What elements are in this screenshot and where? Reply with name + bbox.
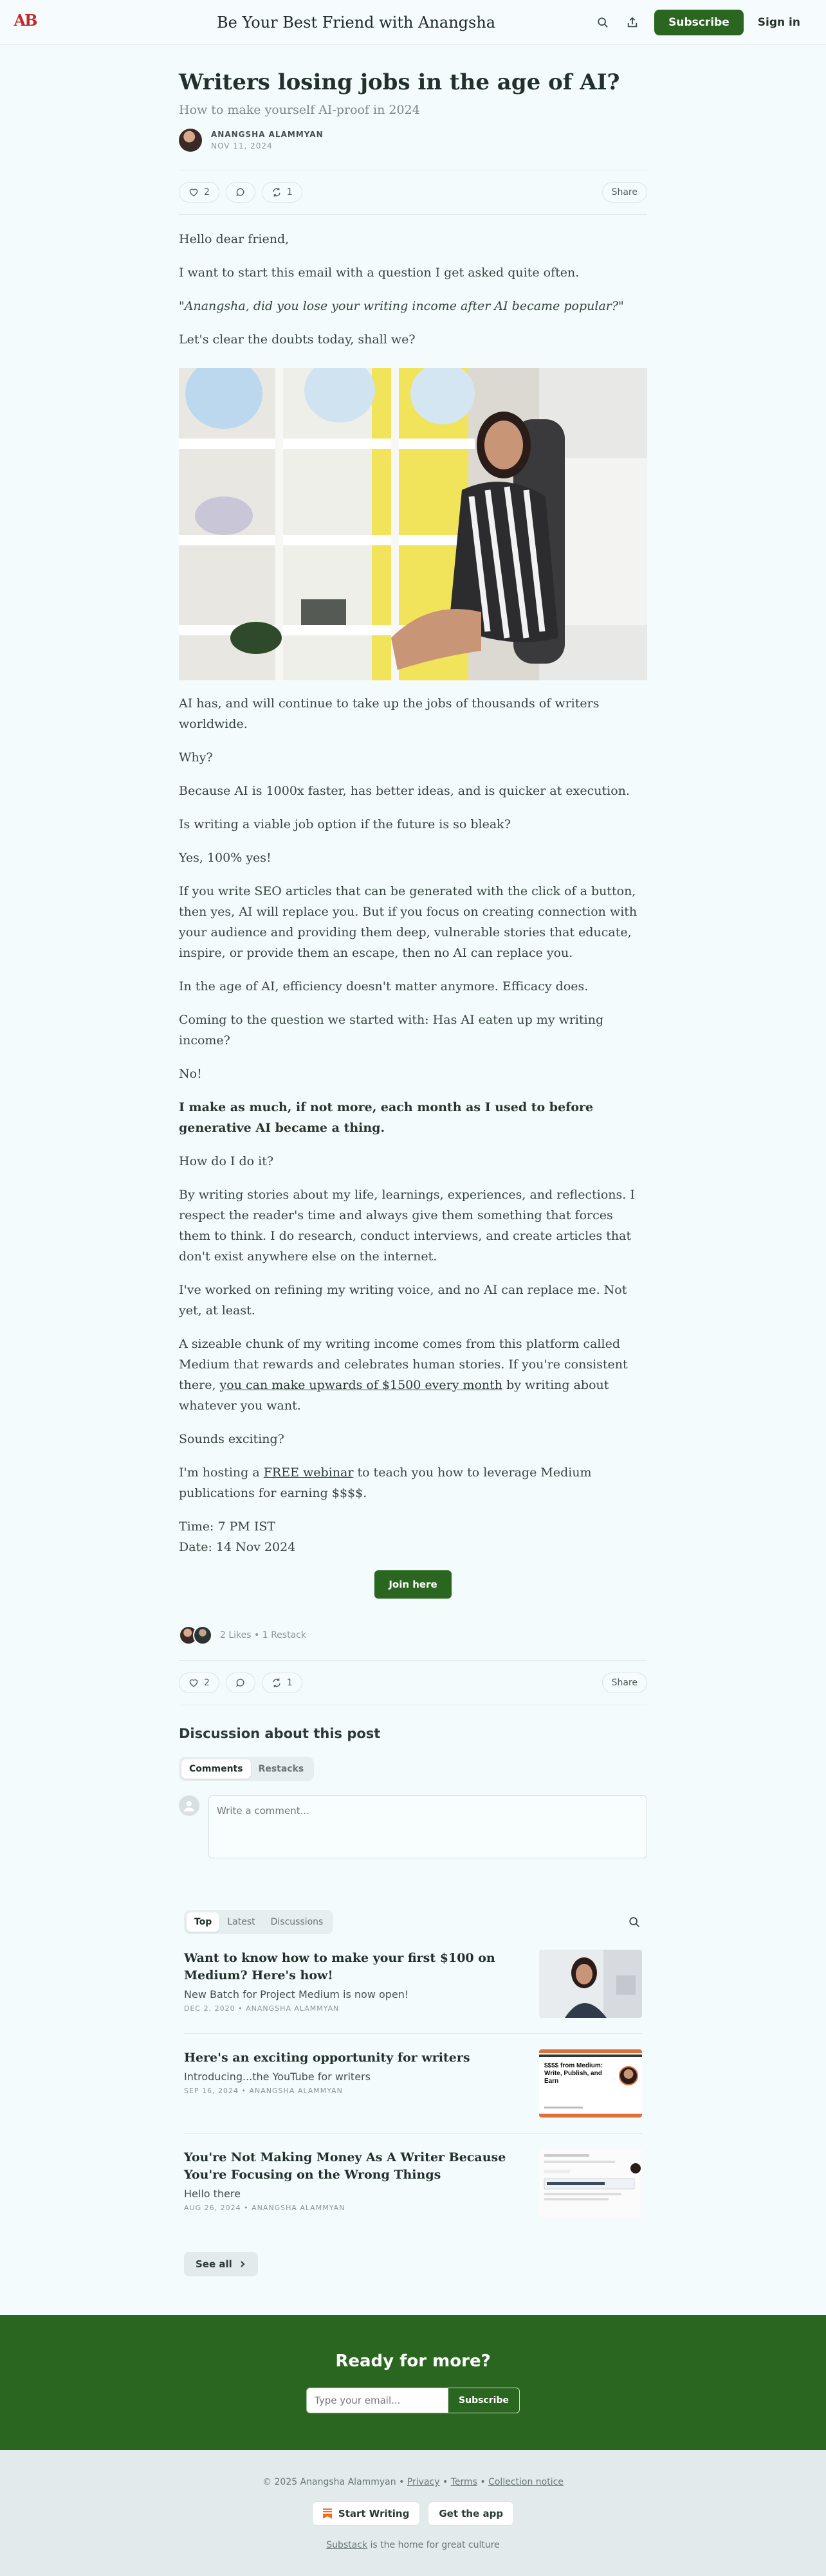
copyright: © 2025 Anangsha Alammyan xyxy=(262,2477,396,2487)
tab-top[interactable]: Top xyxy=(187,1912,219,1932)
cta-title: Ready for more? xyxy=(335,2352,491,2371)
footer xyxy=(0,2450,826,2576)
post-card-subtitle: Introducing...the YouTube for writers xyxy=(184,2071,371,2083)
chevron-right-icon xyxy=(239,2260,246,2268)
paragraph: If you write SEO articles that can be generated with the click of a button, then yes, AI will replace you. But if you focus on creating connection with your audience and providing them deep, vulnerable stories that educate, inspire, or provide them an escape, then no AI can replace you. xyxy=(179,884,638,960)
tab-latest[interactable]: Latest xyxy=(219,1912,262,1932)
bottom-actions-row xyxy=(179,1661,647,1705)
post-card-meta: DEC 2, 2020 • ANANGSHA ALAMMYAN xyxy=(184,2004,340,2013)
hero-image xyxy=(179,368,647,680)
author-name[interactable]: ANANGSHA ALAMMYAN xyxy=(211,130,324,139)
paragraph: Is writing a viable job option if the future is so bleak? xyxy=(179,817,511,831)
posts-section xyxy=(184,1910,642,2276)
share-button[interactable] xyxy=(602,1673,647,1693)
post-card-thumbnail[interactable] xyxy=(539,1950,642,2018)
signin-button[interactable]: Sign in xyxy=(757,15,800,29)
paragraph: Hello dear friend, xyxy=(179,232,289,246)
cta-form xyxy=(306,2388,520,2413)
heart-icon xyxy=(188,1678,199,1688)
paragraph: How do I do it? xyxy=(179,1154,274,1168)
top-actions-row xyxy=(179,170,647,215)
post-card-title[interactable]: You're Not Making Money As A Writer Because You're Focusing on the Wrong Things xyxy=(184,2150,506,2182)
paragraph: In the age of AI, efficiency doesn't matter anymore. Efficacy does. xyxy=(179,979,589,993)
see-all-label: See all xyxy=(196,2258,232,2270)
join-here-button[interactable]: Join here xyxy=(374,1570,451,1599)
substack-link[interactable]: Substack xyxy=(326,2540,368,2550)
post-card-title[interactable]: Here's an exciting opportunity for writers xyxy=(184,2051,470,2065)
discussion-title: Discussion about this post xyxy=(179,1726,381,1741)
paragraph-bold: I make as much, if not more, each month as I used to before generative AI became a thing. xyxy=(179,1100,594,1135)
tab-discussions[interactable]: Discussions xyxy=(263,1912,331,1932)
paragraph-quote: "Anangsha, did you lose your writing income after AI became popular?" xyxy=(179,299,624,313)
post-card-thumbnail[interactable] xyxy=(539,2049,642,2118)
paragraph: Coming to the question we started with: Has AI eaten up my writing income? xyxy=(179,1013,604,1048)
see-all-button[interactable] xyxy=(184,2252,258,2276)
restack-count: 1 xyxy=(286,187,293,197)
substack-logo-icon xyxy=(323,2508,332,2519)
post-card[interactable] xyxy=(184,2034,642,2134)
top-actions xyxy=(595,10,800,35)
comment-button[interactable] xyxy=(226,1673,255,1693)
get-app-button[interactable] xyxy=(428,2501,514,2526)
comment-icon xyxy=(235,187,246,197)
like-count: 2 xyxy=(204,1678,210,1688)
liker-avatar[interactable] xyxy=(193,1626,212,1645)
paragraph: Sounds exciting? xyxy=(179,1432,284,1446)
share-icon[interactable] xyxy=(625,15,640,30)
paragraph: No! xyxy=(179,1067,202,1081)
heart-icon xyxy=(188,187,199,197)
terms-link[interactable]: Terms xyxy=(450,2477,477,2487)
like-count: 2 xyxy=(204,187,210,197)
logo-mark: AB xyxy=(14,10,37,30)
paragraph: By writing stories about my life, learnings, experiences, and reflections. I respect the reader's time and always give them something that forces them to think. I do research, conduct interviews, and create articles that don't exist anywhere else on the internet. xyxy=(179,1188,635,1264)
post-card-subtitle: Hello there xyxy=(184,2188,241,2200)
webinar-time: Time: 7 PM IST xyxy=(179,1519,276,1534)
footer-tagline: Substack is the home for great culture xyxy=(326,2540,500,2550)
site-logo[interactable] xyxy=(10,8,40,37)
post-card[interactable] xyxy=(184,1934,642,2034)
post-card-subtitle: New Batch for Project Medium is now open! xyxy=(184,1988,409,2000)
top-navigation-bar xyxy=(0,0,826,45)
share-label: Share xyxy=(611,1678,638,1688)
comment-icon xyxy=(235,1678,246,1688)
start-writing-label: Start Writing xyxy=(338,2508,410,2519)
restack-button[interactable] xyxy=(262,1673,302,1693)
discussion-tabs xyxy=(179,1757,314,1781)
comment-composer xyxy=(179,1795,647,1858)
paragraph: Let's clear the doubts today, shall we? xyxy=(179,332,416,347)
user-avatar-icon xyxy=(179,1795,199,1816)
post-card-thumbnail[interactable] xyxy=(539,2149,642,2217)
share-button[interactable] xyxy=(602,182,647,203)
likes-restacks-text[interactable]: 2 Likes • 1 Restack xyxy=(220,1630,306,1640)
medium-earnings-link[interactable]: you can make upwards of $1500 every month xyxy=(219,1378,503,1392)
restack-button[interactable] xyxy=(262,182,302,203)
share-label: Share xyxy=(611,187,638,197)
search-icon[interactable] xyxy=(595,15,610,30)
cta-subscribe-button[interactable]: Subscribe xyxy=(448,2388,520,2413)
paragraph: I'm hosting a FREE webinar to teach you how to leverage Medium publications for earning $$$$. xyxy=(179,1465,592,1500)
privacy-link[interactable]: Privacy xyxy=(407,2477,440,2487)
posts-tabs xyxy=(184,1910,333,1934)
collection-notice-link[interactable]: Collection notice xyxy=(488,2477,564,2487)
paragraph: I want to start this email with a question I get asked quite often. xyxy=(179,266,580,280)
site-title[interactable]: Be Your Best Friend with Anangsha xyxy=(217,13,496,32)
footer-legal: © 2025 Anangsha Alammyan • Privacy • Terms • Collection notice xyxy=(262,2477,564,2487)
post-card[interactable] xyxy=(184,2134,642,2233)
paragraph: Because AI is 1000x faster, has better ideas, and is quicker at execution. xyxy=(179,784,630,798)
tab-comments[interactable]: Comments xyxy=(181,1759,251,1779)
logo-subtext xyxy=(24,28,26,32)
restack-count: 1 xyxy=(286,1678,293,1688)
byline xyxy=(179,129,647,170)
like-button[interactable] xyxy=(179,182,219,203)
post-subtitle: How to make yourself AI-proof in 2024 xyxy=(179,103,420,117)
post-card-title[interactable]: Want to know how to make your first $100 on Medium? Here's how! xyxy=(184,1951,495,1982)
post-body xyxy=(179,229,647,1557)
email-input[interactable] xyxy=(306,2388,448,2413)
paragraph: AI has, and will continue to take up the jobs of thousands of writers worldwide. xyxy=(179,696,600,731)
paragraph: A sizeable chunk of my writing income comes from this platform called Medium that rewards and celebrates human stories. If you're consistent there, you can make upwards of $1500 every month by writing about whatever you want. xyxy=(179,1337,628,1413)
author-avatar[interactable] xyxy=(179,129,202,152)
subscribe-cta xyxy=(0,2315,826,2450)
post-title: Writers losing jobs in the age of AI? xyxy=(179,69,620,95)
comment-input[interactable] xyxy=(208,1795,647,1858)
article xyxy=(179,68,647,1858)
paragraph: Why? xyxy=(179,750,213,765)
like-button[interactable] xyxy=(179,1673,219,1693)
paragraph: Yes, 100% yes! xyxy=(179,851,271,865)
post-date: NOV 11, 2024 xyxy=(211,141,273,150)
post-card-meta: AUG 26, 2024 • ANANGSHA ALAMMYAN xyxy=(184,2204,345,2212)
likes-summary xyxy=(179,1626,647,1661)
paragraph: I've worked on refining my writing voice, and no AI can replace me. Not yet, at least. xyxy=(179,1283,627,1318)
get-app-label: Get the app xyxy=(439,2508,504,2519)
header-subscribe-button[interactable]: Subscribe xyxy=(654,10,744,35)
tab-restacks[interactable]: Restacks xyxy=(251,1759,312,1779)
search-icon[interactable] xyxy=(627,1914,642,1930)
comment-button[interactable] xyxy=(226,182,255,203)
restack-icon xyxy=(271,1678,282,1688)
thumbnail-headline: $$$$ from Medium: Write, Publish, and Earn xyxy=(544,2062,603,2085)
webinar-link[interactable]: FREE webinar xyxy=(263,1465,354,1480)
webinar-details xyxy=(179,1516,647,1557)
post-card-meta: SEP 16, 2024 • ANANGSHA ALAMMYAN xyxy=(184,2087,343,2095)
restack-icon xyxy=(271,187,282,197)
start-writing-button[interactable] xyxy=(312,2501,420,2526)
webinar-date: Date: 14 Nov 2024 xyxy=(179,1540,296,1554)
